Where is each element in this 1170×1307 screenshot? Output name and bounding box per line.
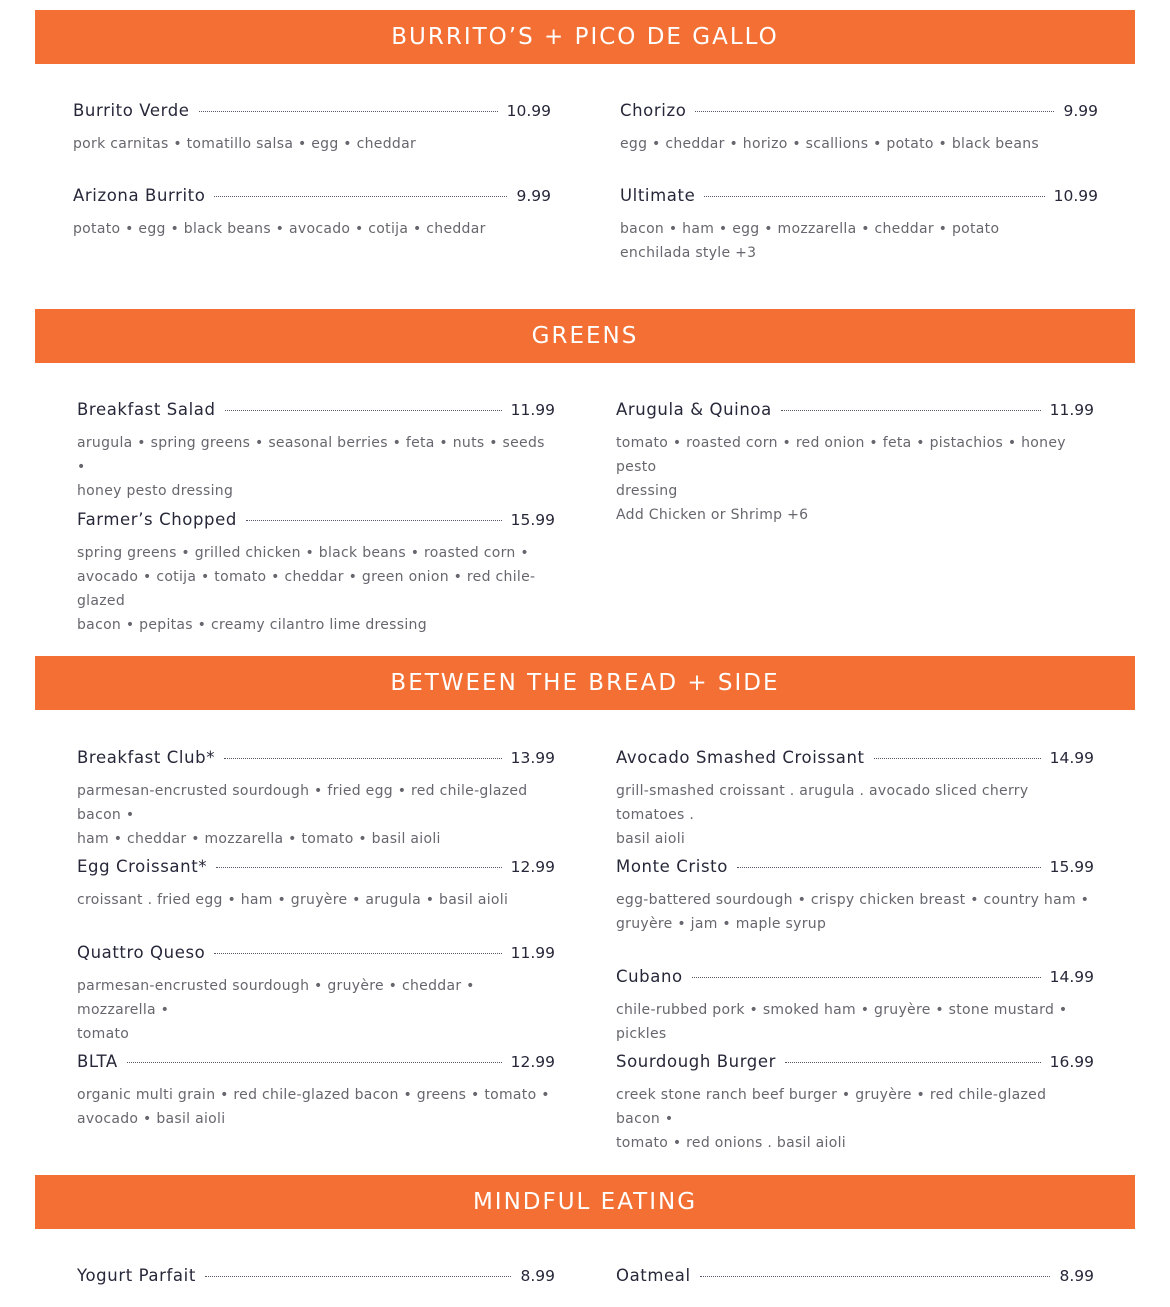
item-description: parmesan-encrusted sourdough • gruyère • cheddar • mozzarella • tomato — [77, 978, 475, 1042]
item-price: 14.99 — [1049, 968, 1094, 986]
menu-item-breakfast-club — [77, 748, 555, 851]
item-description: potato • egg • black beans • avocado • cotija • cheddar — [73, 221, 486, 237]
menu-item-quattro-queso — [77, 943, 555, 1046]
item-price: 10.99 — [1053, 187, 1098, 205]
item-name: Breakfast Club* — [77, 748, 216, 767]
item-name: Chorizo — [620, 101, 687, 120]
menu-item-arizona-burrito — [73, 186, 551, 241]
item-name: Avocado Smashed Croissant — [616, 748, 865, 767]
item-name: Quattro Queso — [77, 943, 206, 962]
menu-item-arugula-quinoa — [616, 400, 1094, 527]
item-description: pork carnitas • tomatillo salsa • egg • cheddar — [73, 136, 417, 152]
item-price: 11.99 — [510, 944, 555, 962]
item-price: 14.99 — [1049, 749, 1094, 767]
item-name: Arugula & Quinoa — [616, 400, 772, 419]
item-name: Yogurt Parfait — [77, 1266, 196, 1285]
item-description: egg-battered sourdough • crispy chicken breast • country ham • gruyère • jam • maple syrup — [616, 892, 1090, 932]
item-price: 15.99 — [1049, 858, 1094, 876]
dot-leader — [214, 196, 507, 197]
dot-leader — [692, 977, 1041, 978]
item-price: 15.99 — [510, 511, 555, 529]
dot-leader — [737, 867, 1041, 868]
item-name: BLTA — [77, 1052, 118, 1071]
item-price: 8.99 — [520, 1267, 555, 1285]
dot-leader — [199, 111, 498, 112]
menu-item-cubano — [616, 967, 1094, 1046]
dot-leader — [205, 1276, 512, 1277]
dot-leader — [785, 1062, 1041, 1063]
item-price: 9.99 — [1063, 102, 1098, 120]
menu-item-ultimate — [620, 186, 1098, 265]
menu-item-farmers-chopped — [77, 510, 555, 637]
dot-leader — [781, 410, 1041, 411]
item-description: croissant . fried egg • ham • gruyère • arugula • basil aioli — [77, 892, 509, 908]
dot-leader — [695, 111, 1054, 112]
item-price: 11.99 — [510, 401, 555, 419]
item-description: spring greens • grilled chicken • black beans • roasted corn • avocado • cotija • tomato • cheddar • green onion • red chile-glazed bacon • pepitas • creamy cilantro lime dressing — [77, 545, 536, 633]
item-name: Cubano — [616, 967, 683, 986]
item-description: bacon • ham • egg • mozzarella • cheddar • potato enchilada style +3 — [620, 221, 1000, 261]
menu-item-avocado-smashed-croissant — [616, 748, 1094, 851]
dot-leader — [214, 953, 501, 954]
menu-item-chorizo — [620, 101, 1098, 156]
item-description: grill-smashed croissant . arugula . avocado sliced cherry tomatoes . basil aioli — [616, 783, 1029, 847]
section-header-burritos: BURRITO’S + PICO DE GALLO — [35, 10, 1135, 64]
item-description: arugula • spring greens • seasonal berries • feta • nuts • seeds • honey pesto dressing — [77, 435, 545, 499]
menu-item-egg-croissant — [77, 857, 555, 912]
item-price: 16.99 — [1049, 1053, 1094, 1071]
dot-leader — [216, 867, 502, 868]
item-name: Arizona Burrito — [73, 186, 206, 205]
menu-item-monte-cristo — [616, 857, 1094, 936]
item-price: 13.99 — [510, 749, 555, 767]
item-description: tomato • roasted corn • red onion • feta • pistachios • honey pesto dressing Add Chicken or Shrimp +6 — [616, 435, 1066, 523]
dot-leader — [700, 1276, 1051, 1277]
dot-leader — [127, 1062, 502, 1063]
dot-leader — [225, 410, 502, 411]
item-name: Farmer’s Chopped — [77, 510, 237, 529]
item-name: Egg Croissant* — [77, 857, 208, 876]
item-price: 8.99 — [1059, 1267, 1094, 1285]
menu-item-breakfast-salad — [77, 400, 555, 503]
item-price: 10.99 — [506, 102, 551, 120]
menu-item-sourdough-burger — [616, 1052, 1094, 1155]
section-header-between-the-bread: BETWEEN THE BREAD + SIDE — [35, 656, 1135, 710]
item-name: Burrito Verde — [73, 101, 190, 120]
dot-leader — [704, 196, 1044, 197]
item-description: egg • cheddar • horizo • scallions • potato • black beans — [620, 136, 1039, 152]
section-header-greens: GREENS — [35, 309, 1135, 363]
item-price: 12.99 — [510, 1053, 555, 1071]
item-description: parmesan-encrusted sourdough • fried egg • red chile-glazed bacon • ham • cheddar • mozzarella • tomato • basil aioli — [77, 783, 528, 847]
menu-item-yogurt-parfait — [77, 1266, 555, 1285]
dot-leader — [224, 758, 502, 759]
item-name: Monte Cristo — [616, 857, 728, 876]
dot-leader — [246, 520, 502, 521]
item-description: chile-rubbed pork • smoked ham • gruyère • stone mustard • pickles — [616, 1002, 1068, 1042]
item-name: Oatmeal — [616, 1266, 691, 1285]
item-name: Breakfast Salad — [77, 400, 216, 419]
item-price: 9.99 — [516, 187, 551, 205]
menu-item-blta — [77, 1052, 555, 1131]
menu-item-burrito-verde — [73, 101, 551, 156]
item-price: 12.99 — [510, 858, 555, 876]
item-description: creek stone ranch beef burger • gruyère • red chile-glazed bacon • tomato • red onions . basil aioli — [616, 1087, 1047, 1151]
item-price: 11.99 — [1049, 401, 1094, 419]
item-description: organic multi grain • red chile-glazed bacon • greens • tomato • avocado • basil aioli — [77, 1087, 550, 1127]
section-header-mindful-eating: MINDFUL EATING — [35, 1175, 1135, 1229]
menu-item-oatmeal — [616, 1266, 1094, 1285]
item-name: Ultimate — [620, 186, 696, 205]
item-name: Sourdough Burger — [616, 1052, 777, 1071]
dot-leader — [874, 758, 1041, 759]
